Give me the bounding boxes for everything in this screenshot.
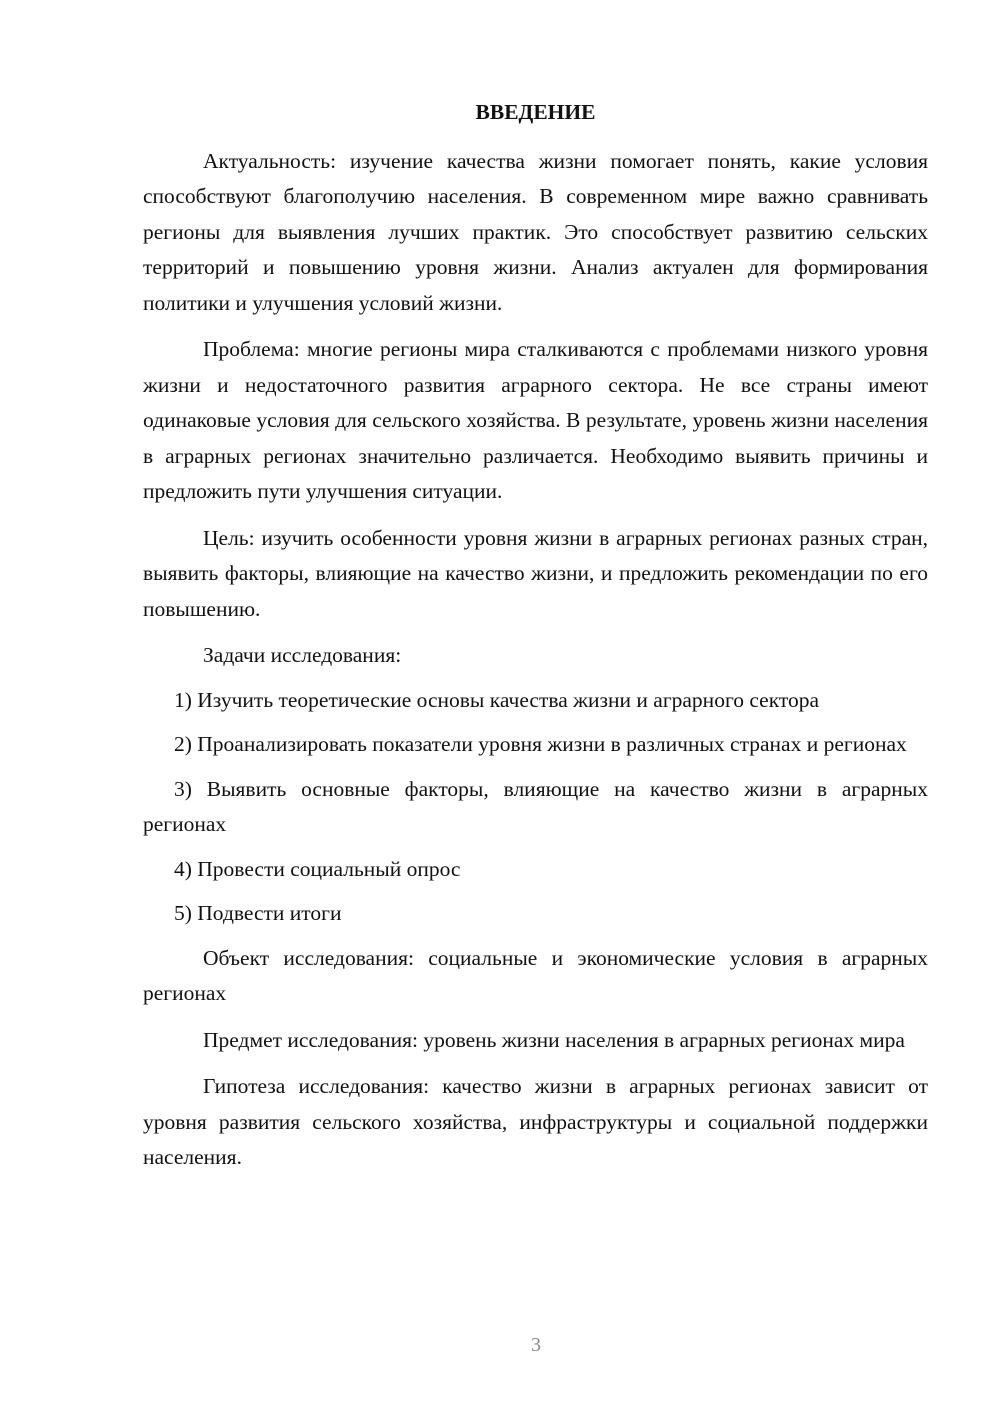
- tasks-heading: Задачи исследования:: [203, 643, 402, 667]
- task-item: 4) Провести социальный опрос: [174, 856, 461, 881]
- section-title: ВВЕДЕНИЕ: [475, 100, 596, 124]
- relevance-paragraph: Актуальность: изучение качества жизни помогает понять, какие условия способствуют благополучию населения. В современном мире важно сравнивать регионы для выявления лучших практик. Это способствует развитию сельских территорий и повышению уровня жизни. Анализ актуален для формирования политики и улучшения условий жизни.: [143, 148, 928, 315]
- task-item: 1) Изучить теоретические основы качества жизни и аграрного сектора: [174, 687, 820, 712]
- problem-paragraph: Проблема: многие регионы мира сталкиваются с проблемами низкого уровня жизни и недостаточного развития аграрного сектора. Не все страны имеют одинаковые условия для сельского хозяйства. В результате, уровень жизни населения в аграрных регионах значительно различается. Необходимо выявить причины и предложить пути улучшения ситуации.: [143, 337, 928, 503]
- object-paragraph: Объект исследования: социальные и экономические условия в аграрных регионах: [143, 945, 928, 1005]
- goal-paragraph: Цель: изучить особенности уровня жизни в аграрных регионах разных стран, выявить факторы, влияющие на качество жизни, и предложить рекомендации по его повышению.: [143, 525, 928, 621]
- document-page: [143, 95, 928, 1187]
- page-number: 3: [531, 1334, 541, 1356]
- hypothesis-paragraph: Гипотеза исследования: качество жизни в аграрных регионах зависит от уровня развития сельского хозяйства, инфраструктуры и социальной поддержки населения.: [143, 1074, 928, 1169]
- subject-paragraph: Предмет исследования: уровень жизни населения в аграрных регионах мира: [203, 1027, 905, 1052]
- task-item: 3) Выявить основные факторы, влияющие на качество жизни в аграрных регионах: [143, 776, 928, 836]
- task-item: 2) Проанализировать показатели уровня жизни в различных странах и регионах: [174, 732, 907, 756]
- task-item: 5) Подвести итоги: [174, 901, 342, 925]
